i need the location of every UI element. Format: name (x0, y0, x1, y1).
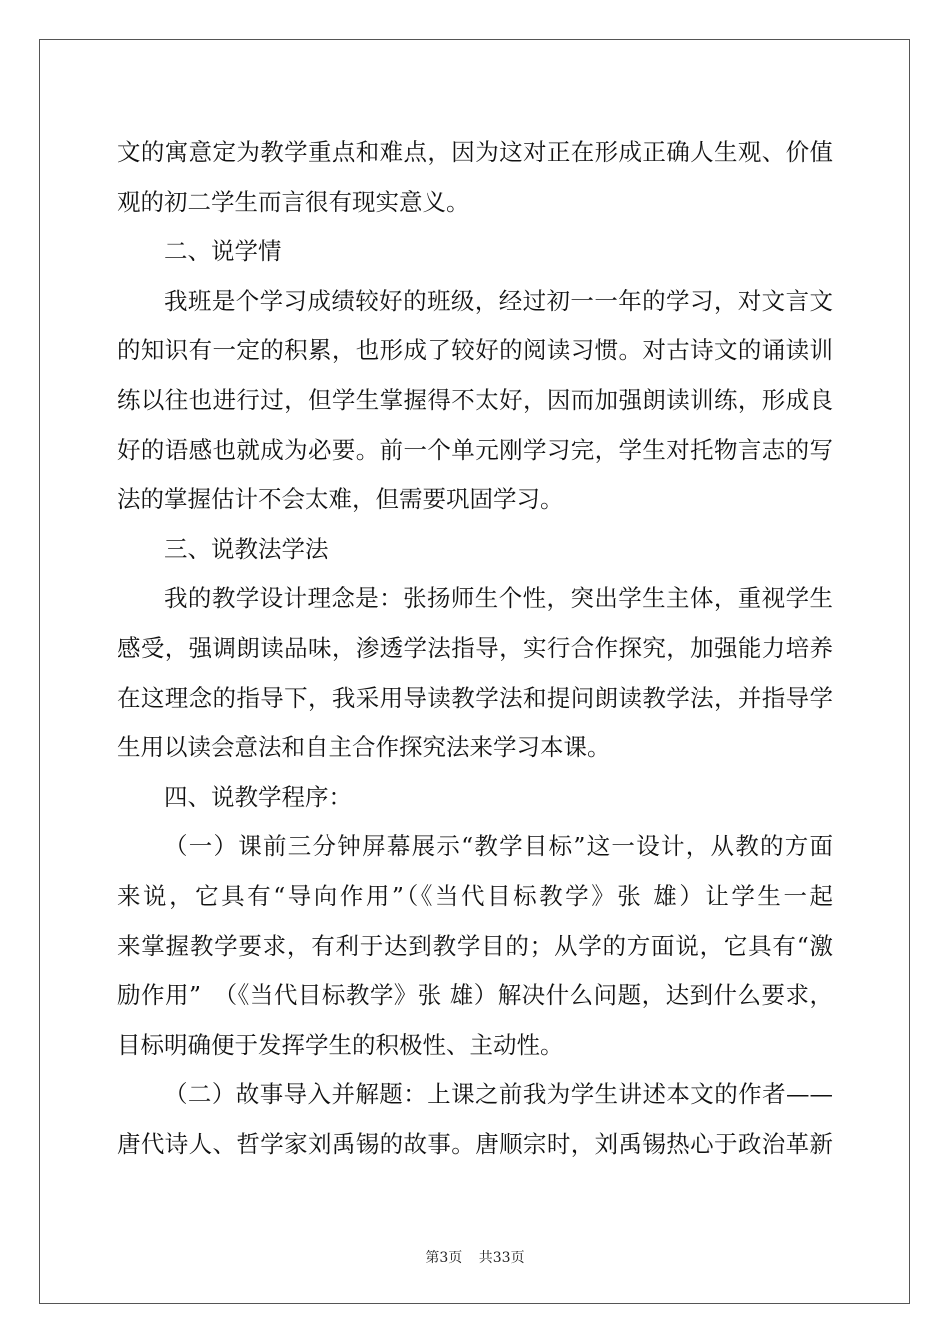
text-line: （一）课前三分钟屏幕展示“教学目标”这一设计，从教的方面 (164, 832, 833, 861)
text-line: （二）故事导入并解题：上课之前我为学生讲述本文的作者—— (164, 1080, 833, 1109)
text-line: 好的语感也就成为必要。前一个单元刚学习完，学生对托物言志的写 (117, 435, 833, 464)
text-line: 的知识有一定的积累，也形成了较好的阅读习惯。对古诗文的诵读训 (117, 336, 833, 365)
text-line: 生用以读会意法和自主合作探究法来学习本课。 (117, 733, 611, 762)
page-total: 共33页 (478, 1250, 525, 1266)
text-line: 文的寓意定为教学重点和难点，因为这对正在形成正确人生观、价值 (117, 138, 833, 166)
text-line: 练以往也进行过，但学生掌握得不太好，因而加强朗读训练，形成良 (117, 385, 833, 414)
text-line: 在这理念的指导下，我采用导读教学法和提问朗读教学法，并指导学 (117, 683, 833, 712)
document-body (117, 128, 833, 1169)
text-line: 观的初二学生而言很有现实意义。 (117, 187, 470, 216)
text-line: 法的掌握估计不会太难，但需要巩固学习。 (117, 485, 564, 514)
text-line: 励作用” （《当代目标教学》张 雄）解决什么问题，达到什么要求， (117, 981, 833, 1010)
text-line: 来掌握教学要求，有利于达到教学目的；从学的方面说，它具有“激 (117, 931, 833, 960)
page-footer (0, 1247, 950, 1267)
section-heading: 四、说教学程序： (164, 782, 352, 811)
text-line: 目标明确便于发挥学生的积极性、主动性。 (117, 1030, 564, 1059)
text-line: 感受，强调朗读品味，渗透学法指导，实行合作探究，加强能力培养 (117, 633, 833, 662)
text-line: 唐代诗人、哲学家刘禹锡的故事。唐顺宗时，刘禹锡热心于政治革新 (117, 1129, 833, 1158)
page-number: 第3页 (425, 1250, 463, 1266)
text-line: 我班是个学习成绩较好的班级，经过初一一年的学习，对文言文 (164, 286, 833, 315)
text-line: 来说，它具有“导向作用”（《当代目标教学》张 雄）让学生一起 (117, 881, 833, 910)
text-line: 我的教学设计理念是：张扬师生个性，突出学生主体，重视学生 (164, 584, 833, 613)
section-heading: 二、说学情 (164, 237, 282, 266)
section-heading: 三、说教法学法 (164, 534, 329, 563)
